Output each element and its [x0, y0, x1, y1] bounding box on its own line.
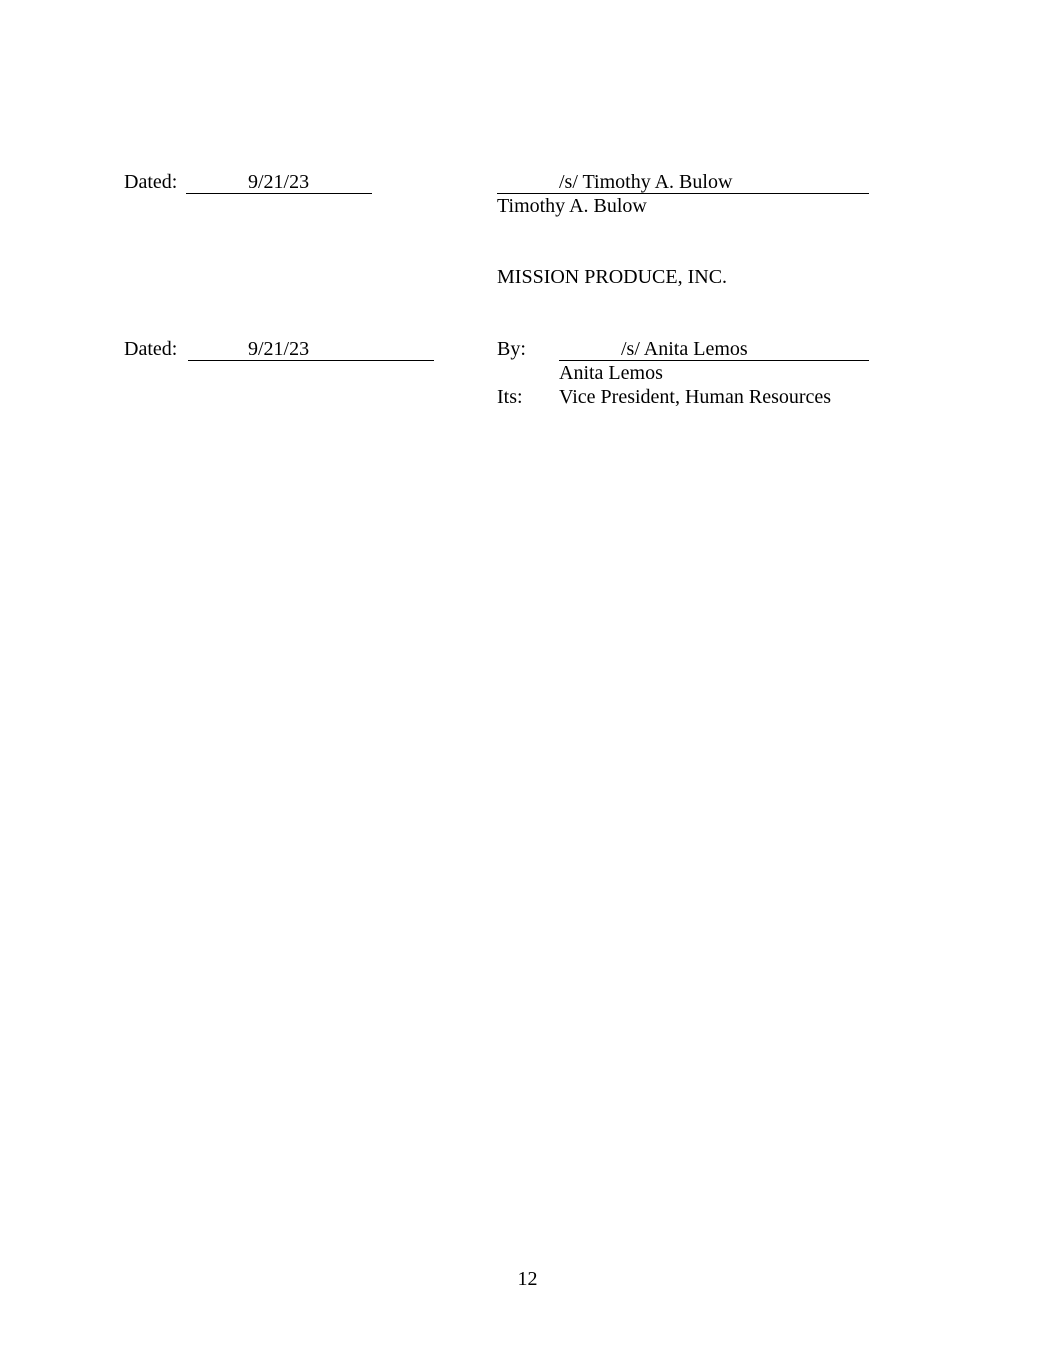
company-dated-label: Dated:: [124, 338, 178, 360]
company-signature: /s/ Anita Lemos: [621, 338, 748, 360]
its-label: Its:: [497, 386, 523, 408]
employee-signature: /s/ Timothy A. Bulow: [559, 171, 733, 193]
page-number: 12: [517, 1268, 538, 1290]
company-name: MISSION PRODUCE, INC.: [497, 266, 728, 288]
by-label: By:: [497, 338, 526, 360]
company-dated-value: 9/21/23: [248, 338, 310, 360]
employee-dated-value: 9/21/23: [248, 171, 310, 193]
company-dated-field: [188, 337, 434, 361]
employee-printed-name: Timothy A. Bulow: [497, 195, 647, 217]
employee-signature-line: [497, 170, 869, 194]
company-printed-name: Anita Lemos: [559, 362, 663, 384]
employee-dated-field: [186, 170, 372, 194]
employee-dated-label: Dated:: [124, 171, 178, 193]
signer-title: Vice President, Human Resources: [559, 386, 832, 408]
company-signature-line: [559, 337, 869, 361]
